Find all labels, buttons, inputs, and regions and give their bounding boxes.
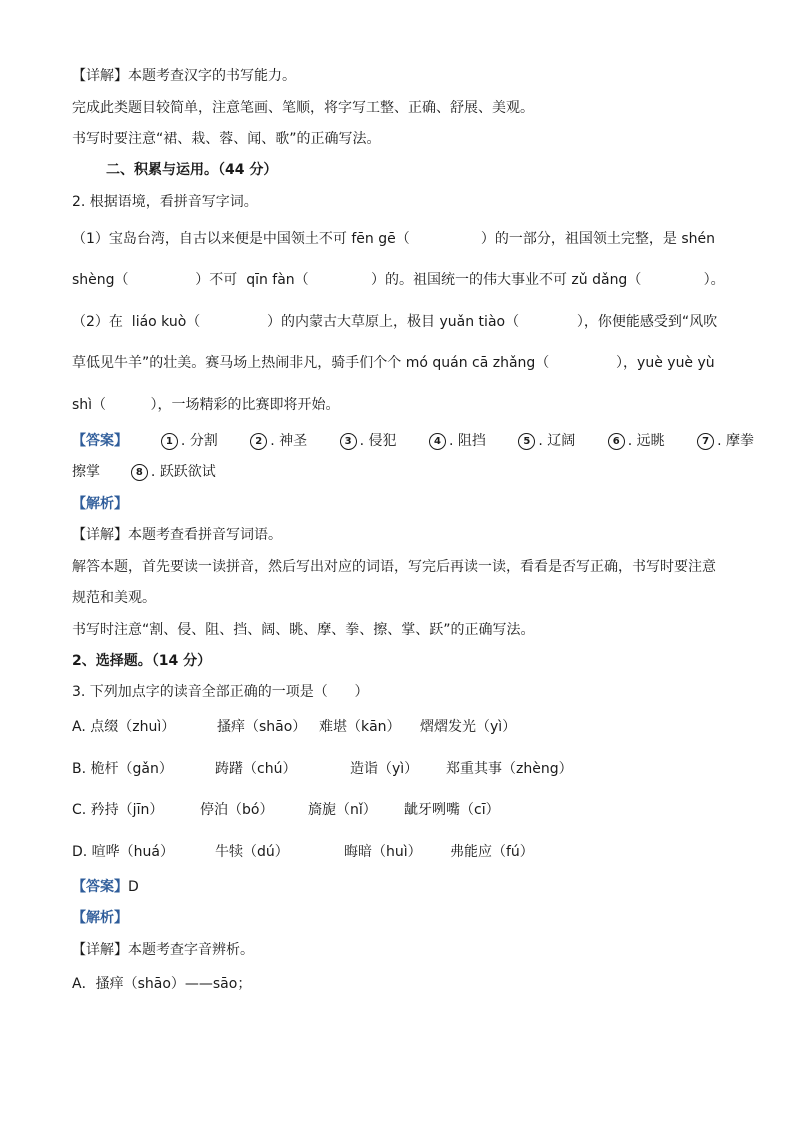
answer-item-6: 6 . 远眺 bbox=[608, 431, 665, 451]
option-d-item-3: 晦暗（huì） bbox=[344, 844, 422, 860]
option-c-item-2: 停泊（bó） bbox=[200, 802, 274, 818]
circled-number: 1 bbox=[161, 433, 178, 450]
detail-tag: 【详解】 bbox=[72, 68, 128, 84]
section-heading-accumulation: 二、积累与运用。（44 分） bbox=[106, 162, 278, 178]
explanation-line-2: 规范和美观。 bbox=[72, 590, 156, 606]
explanation-3-line-1: A．搔痒（shāo）——sāo； bbox=[72, 976, 252, 992]
option-c-item-4: 龇牙咧嘴（cī） bbox=[404, 802, 500, 818]
circled-number: 4 bbox=[429, 433, 446, 450]
option-a[interactable] bbox=[72, 717, 516, 737]
answer-tag: 【答案】 bbox=[72, 433, 128, 449]
option-c-item-1: C. 矜持（jīn） bbox=[72, 802, 164, 818]
answer-item-3: 3 . 侵犯 bbox=[340, 431, 397, 451]
option-c-item-3: 旖旎（nǐ） bbox=[308, 802, 377, 818]
detail-line-2 bbox=[72, 525, 282, 545]
circled-number: 7 bbox=[697, 433, 714, 450]
answer-item-2: 2 . 神圣 bbox=[250, 431, 307, 451]
paragraph-writing-note: 书写时要注意“裙、栽、蓉、闻、歌”的正确写法。 bbox=[72, 131, 381, 147]
option-d-item-4: 弗能应（fú） bbox=[450, 844, 534, 860]
section-heading-choice: 2、选择题。（14 分） bbox=[72, 653, 212, 669]
option-a-item-3: 难堪（kān） bbox=[319, 719, 401, 735]
circled-number: 6 bbox=[608, 433, 625, 450]
option-d-item-1: D. 喧哗（huá） bbox=[72, 844, 175, 860]
circled-number: 5 bbox=[518, 433, 535, 450]
answer-item-4: 4 . 阻挡 bbox=[429, 431, 486, 451]
option-b-item-3: 造诣（yì） bbox=[350, 761, 419, 777]
answer-item-5: 5 . 辽阔 bbox=[518, 431, 575, 451]
circled-number: 8 bbox=[131, 464, 148, 481]
answer-line-1 bbox=[72, 431, 754, 451]
detail-text: 本题考查字音辨析。 bbox=[128, 942, 254, 958]
option-a-item-4: 熠熠发光（yì） bbox=[420, 719, 517, 735]
paragraph-writing-advice: 完成此类题目较简单，注意笔画、笔顺，将字写工整、正确、舒展、美观。 bbox=[72, 100, 534, 116]
question-2-part1-line2: shèng（ ）不可 qīn fàn（ ）的。祖国统一的伟大事业不可 zǔ dǎng（ ）。 bbox=[72, 272, 725, 288]
option-a-item-2: 搔痒（shāo） bbox=[217, 719, 307, 735]
option-b[interactable] bbox=[72, 759, 573, 779]
answer-continuation: 擦掌 bbox=[72, 464, 100, 480]
question-2-part2-line1: （2）在 liáo kuò（ ）的内蒙古大草原上，极目 yuǎn tiào（ ），你便能感受到“风吹 bbox=[72, 314, 718, 330]
detail-tag: 【详解】 bbox=[72, 527, 128, 543]
answer-3-value: D bbox=[128, 879, 139, 895]
option-a-item-1: A. 点缀（zhuì） bbox=[72, 719, 176, 735]
question-2-part2-line2: 草低见牛羊”的壮美。赛马场上热闹非凡，骑手们个个 mó quán cā zhǎng（ ），yuè yuè yù bbox=[72, 355, 715, 371]
explanation-line-3: 书写时注意“割、侵、阻、挡、阔、眺、摩、拳、擦、掌、跃”的正确写法。 bbox=[72, 622, 535, 638]
circled-number: 2 bbox=[250, 433, 267, 450]
question-2-part2-line3: shì（ ），一场精彩的比赛即将开始。 bbox=[72, 397, 340, 413]
question-2-part1-line1: （1）宝岛台湾，自古以来便是中国领土不可 fēn gē（ ）的一部分，祖国领土完整，是 shén bbox=[72, 231, 716, 247]
detail-line-1 bbox=[72, 66, 296, 86]
detail-text: 本题考查汉字的书写能力。 bbox=[128, 68, 296, 84]
option-c[interactable] bbox=[72, 800, 500, 820]
answer-item-7: 7 . 摩拳 bbox=[697, 431, 754, 451]
option-d[interactable] bbox=[72, 842, 534, 862]
option-b-item-4: 郑重其事（zhèng） bbox=[446, 761, 573, 777]
answer-item-1: 1 . 分割 bbox=[161, 431, 218, 451]
option-b-item-2: 踌躇（chú） bbox=[215, 761, 297, 777]
explanation-line-1: 解答本题，首先要读一读拼音，然后写出对应的词语，写完后再读一读，看看是否写正确，书写时要注意 bbox=[72, 559, 716, 575]
question-3-title: 3. 下列加点字的读音全部正确的一项是（ ） bbox=[72, 684, 369, 700]
detail-text: 本题考查看拼音写词语。 bbox=[128, 527, 282, 543]
answer-3-line bbox=[72, 877, 139, 897]
question-2-title: 2. 根据语境，看拼音写字词。 bbox=[72, 194, 258, 210]
analysis-tag-3: 【解析】 bbox=[72, 910, 128, 926]
circled-number: 3 bbox=[340, 433, 357, 450]
detail-tag: 【详解】 bbox=[72, 942, 128, 958]
answer-tag: 【答案】 bbox=[72, 879, 128, 895]
analysis-tag: 【解析】 bbox=[72, 496, 128, 512]
option-d-item-2: 牛犊（dú） bbox=[215, 844, 289, 860]
option-b-item-1: B. 桅杆（gǎn） bbox=[72, 761, 173, 777]
answer-item-8: 8 . 跃跃欲试 bbox=[131, 462, 216, 482]
answer-line-2 bbox=[72, 462, 244, 482]
detail-line-3 bbox=[72, 940, 254, 960]
